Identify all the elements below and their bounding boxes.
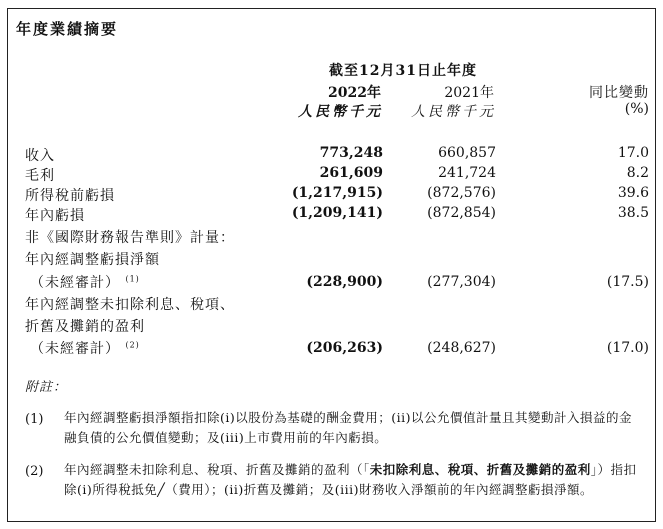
- unit-2021-header: 人民幣千元: [411, 104, 496, 120]
- row-label-loss-for-year: 年內虧損: [25, 208, 85, 224]
- cell-adjusted-loss-change: (17.5): [606, 274, 649, 290]
- cell-adjusted-loss-2021: (277,304): [427, 274, 496, 290]
- cell-loss-before-tax-2021: (872,576): [427, 185, 496, 201]
- note-2-bold-term: 未扣除利息、稅項、折舊及攤銷的盈利: [369, 462, 591, 477]
- cell-loss-for-year-change: 38.5: [617, 205, 649, 221]
- cell-adjusted-ebitda-2021: (248,627): [427, 340, 496, 356]
- note-ref-1: (1): [125, 274, 140, 284]
- row-label-revenue: 收入: [25, 148, 55, 164]
- year-2021-header: 2021年: [444, 85, 494, 101]
- adjusted-loss-label-line2: （未經審計） $^{(1)}$: [30, 274, 140, 291]
- cell-revenue-change: 17.0: [617, 145, 649, 161]
- note-2-text: 年內經調整未扣除利息、稅項、折舊及攤銷的盈利（「未扣除利息、稅項、折舊及攤銷的盈利」）指扣除(i)所得稅抵免╱（費用）；(ii)折舊及攤銷；及(iii)財務收入淨額前的年內經調整虧損淨額。: [64, 462, 637, 497]
- adjusted-loss-label-line1: 年內經調整虧損淨額: [25, 252, 160, 268]
- year-2022-header: 2022年: [328, 85, 381, 101]
- cell-loss-before-tax-change: 39.6: [617, 185, 649, 201]
- non-ifrs-heading: 非《國際財務報告準則》計量：: [25, 230, 235, 246]
- cell-adjusted-loss-2022: (228,900): [306, 274, 383, 290]
- notes-title: 附註：: [25, 380, 68, 395]
- note-2-number: (2): [25, 464, 44, 479]
- adjusted-ebitda-label-line3: （未經審計） $^{(2)}$: [30, 340, 140, 357]
- cell-revenue-2021: 660,857: [438, 145, 496, 161]
- page-title: 年度業績摘要: [16, 20, 119, 38]
- change-header: 同比變動: [589, 85, 649, 101]
- adjusted-ebitda-label-line1: 年內經調整未扣除利息、稅項、: [25, 297, 235, 313]
- row-label-loss-before-tax: 所得稅前虧損: [25, 188, 115, 204]
- row-label-gross-profit: 毛利: [25, 168, 55, 184]
- cell-gross-profit-2021: 241,724: [438, 165, 496, 181]
- cell-revenue-2022: 773,248: [319, 145, 383, 161]
- change-unit-header: (%): [624, 101, 649, 117]
- cell-adjusted-ebitda-change: (17.0): [606, 340, 649, 356]
- unit-2022-header: 人民幣千元: [298, 104, 383, 120]
- cell-gross-profit-change: 8.2: [626, 165, 649, 181]
- note-1-number: (1): [25, 412, 44, 427]
- period-header: 截至12月31日止年度: [329, 63, 477, 79]
- cell-loss-before-tax-2022: (1,217,915): [291, 185, 383, 201]
- cell-adjusted-ebitda-2022: (206,263): [306, 340, 383, 356]
- cell-loss-for-year-2022: (1,209,141): [291, 205, 383, 221]
- adjusted-ebitda-label-line2: 折舊及攤銷的盈利: [25, 319, 145, 335]
- cell-gross-profit-2022: 261,609: [319, 165, 383, 181]
- note-ref-2: (2): [125, 340, 140, 350]
- cell-loss-for-year-2021: (872,854): [427, 205, 496, 221]
- note-1-text: 年內經調整虧損淨額指扣除(i)以股份為基礎的酬金費用；(ii)以公允價值計量且其變動計入損益的金融負債的公允價值變動；及(iii)上市費用前的年內虧損。: [64, 410, 633, 445]
